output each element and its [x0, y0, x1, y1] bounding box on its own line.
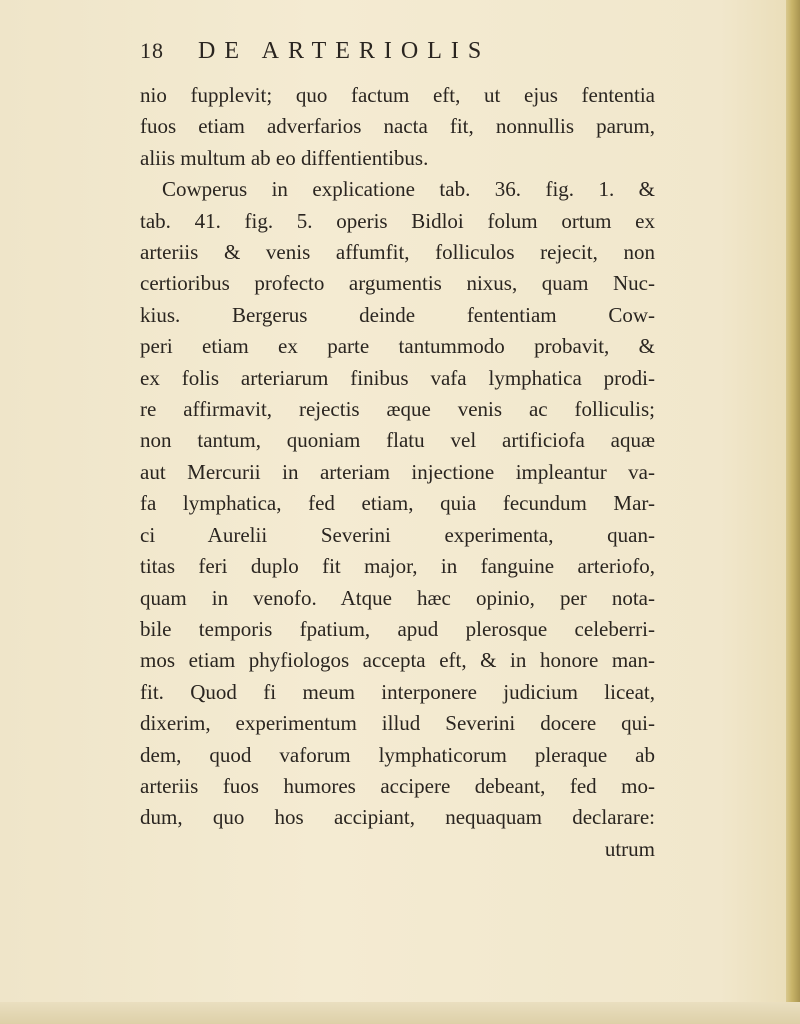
- page-edge-bottom: [0, 1002, 800, 1024]
- page-edge-right: [786, 0, 800, 1024]
- text-line: peri etiam ex parte tantummodo probavit, &: [140, 334, 655, 359]
- page-number: 18: [140, 38, 164, 63]
- text-line: aut Mercurii in arteriam injectione impleantur va-: [140, 459, 655, 484]
- body-text: [140, 80, 655, 865]
- text-line: quam in venofo. Atque hæc opinio, per nota-: [140, 585, 655, 610]
- running-title: DE ARTERIOLIS: [198, 38, 491, 64]
- text-line: ci Aurelii Severini experimenta, quan-: [140, 522, 655, 547]
- text-line: fit. Quod fi meum interponere judicium liceat,: [140, 679, 655, 704]
- catchword: utrum: [604, 836, 655, 861]
- text-line: aliis multum ab eo diffentientibus.: [140, 145, 429, 170]
- text-line: ex folis arteriarum finibus vafa lymphatica prodi-: [140, 365, 655, 390]
- text-line: fuos etiam adverfarios nacta fit, nonnullis parum,: [140, 114, 655, 139]
- text-line: fa lymphatica, fed etiam, quia fecundum Mar-: [140, 491, 655, 516]
- text-line: nio fupplevit; quo factum eft, ut ejus fententia: [140, 83, 655, 107]
- text-line: kius. Bergerus deinde fententiam Cow-: [140, 302, 655, 327]
- text-line: titas feri duplo fit major, in fanguine arteriofo,: [140, 554, 655, 579]
- text-line: tab. 41. fig. 5. operis Bidloi folum ortum ex: [140, 208, 655, 233]
- text-line: Cowperus in explicatione tab. 36. fig. 1. &: [162, 177, 655, 202]
- text-line: certioribus profecto argumentis nixus, quam Nuc-: [140, 271, 655, 296]
- text-line: mos etiam phyfiologos accepta eft, & in honore man-: [140, 648, 655, 673]
- text-line: arteriis & venis affumfit, folliculos rejecit, non: [140, 240, 655, 265]
- text-line: arteriis fuos humores accipere debeant, fed mo-: [140, 773, 655, 798]
- text-line: non tantum, quoniam flatu vel artificiofa aquæ: [140, 428, 655, 453]
- text-line: bile temporis fpatium, apud plerosque celeberri-: [140, 616, 655, 641]
- text-line: re affirmavit, rejectis æque venis ac folliculis;: [140, 397, 655, 422]
- text-line: dixerim, experimentum illud Severini docere qui-: [140, 711, 655, 736]
- text-line: dem, quod vaforum lymphaticorum pleraque ab: [140, 742, 655, 767]
- text-line: dum, quo hos accipiant, nequaquam declarare:: [140, 805, 655, 830]
